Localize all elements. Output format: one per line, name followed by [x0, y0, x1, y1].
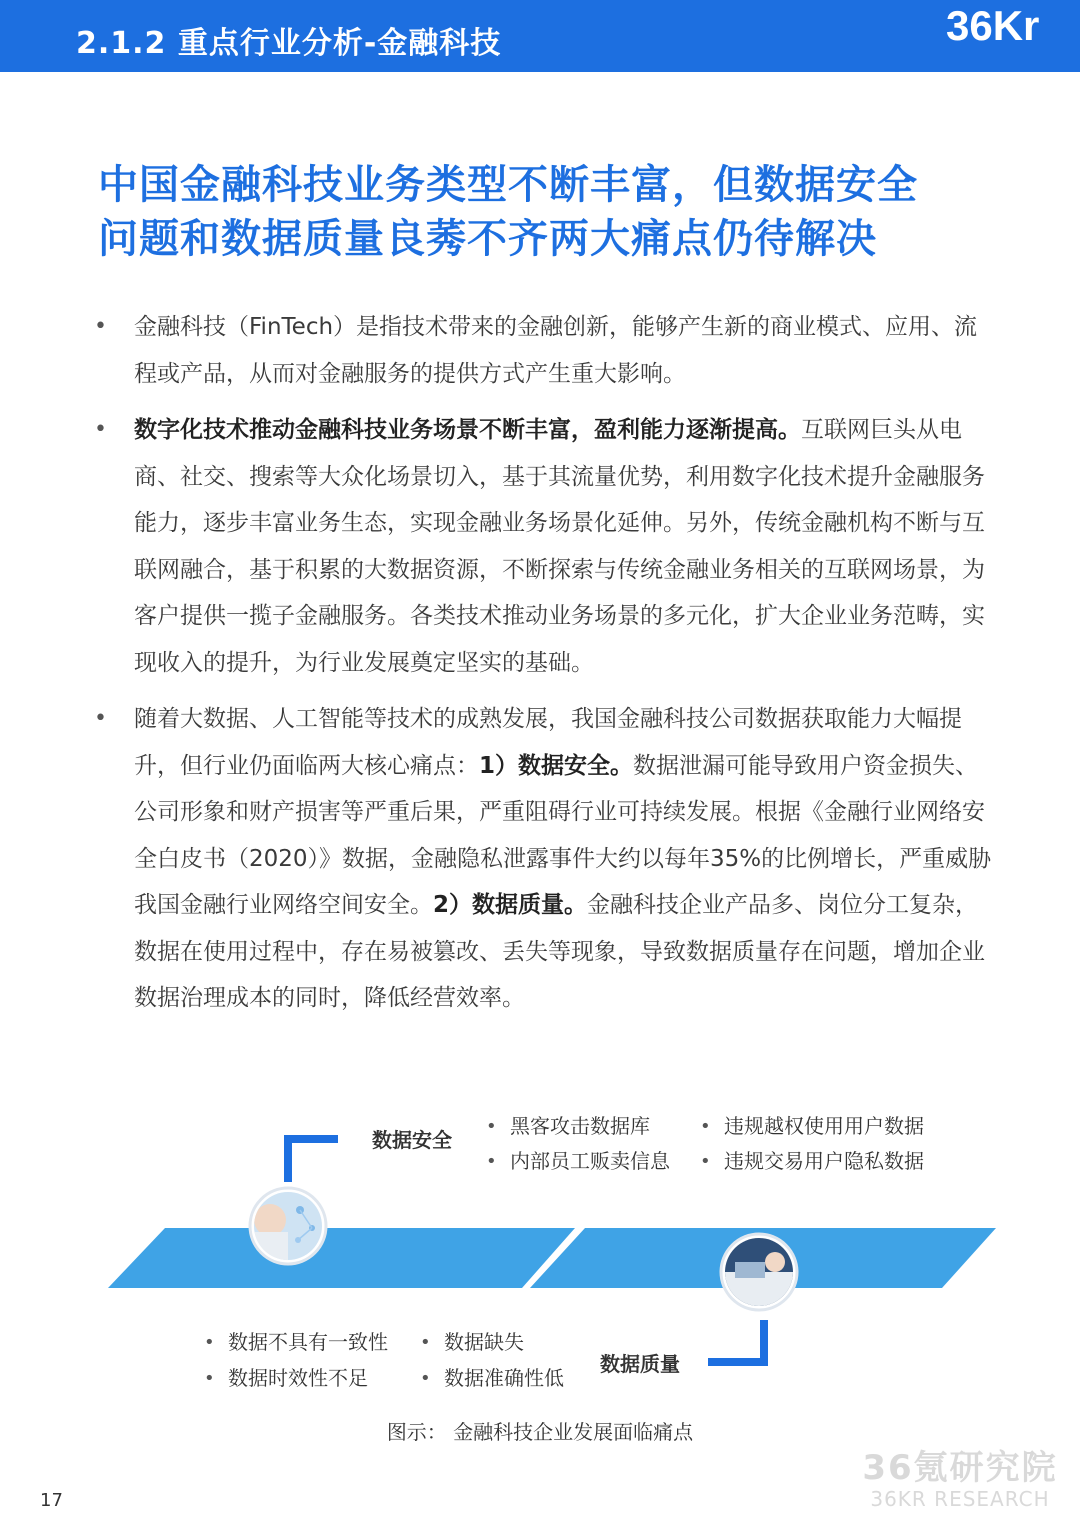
- bullet-dot: •: [486, 1151, 497, 1172]
- bullet-dot: •: [420, 1332, 431, 1353]
- bullet-text: 互联网巨头从电商、社交、搜索等大众化场景切入，基于其流量优势，利用数字化技术提升金融服务能力，逐步丰富业务生态，实现金融业务场景化延伸。另外，传统金融机构不断与互联网融合，基于积累的大数据资源，不断探索与传统金融业务相关的互联网场景，为客户提供一揽子金融服务。各类技术推动业务场景的多元化，扩大企业业务范畴，实现收入的提升，为行业发展奠定坚实的基础。: [134, 417, 985, 676]
- bullet-item: [90, 304, 1000, 397]
- security-item: 黑客攻击数据库: [510, 1116, 650, 1138]
- bullet-bold-lead: 数字化技术推动金融科技业务场景不断丰富，盈利能力逐渐提高。: [134, 417, 801, 443]
- quality-label: 数据质量: [600, 1354, 680, 1376]
- bullet-list: [90, 304, 1000, 1032]
- bullet-dot: •: [204, 1332, 215, 1353]
- bullet-text: 随着大数据、人工智能等技术的成熟发展，我国金融科技公司数据获取能力大幅提升，但行业仍面临两大核心痛点：: [134, 706, 962, 779]
- bullet-text: 数据泄漏可能导致用户资金损失、公司形象和财产损害等严重后果，严重阻碍行业可持续发展。根据《金融行业网络安全白皮书（2020）》数据，金融隐私泄露事件大约以每年35%的比例增长，严重威胁我国金融行业网络空间安全。: [134, 752, 992, 918]
- bullet-item: [90, 407, 1000, 686]
- security-bracket: [288, 1139, 338, 1182]
- watermark-en: 36KR RESEARCH: [870, 1487, 1050, 1511]
- watermark: [860, 1440, 1060, 1511]
- section-title: 2.1.2 重点行业分析-金融科技: [76, 26, 502, 61]
- bullet-dot: •: [94, 314, 107, 339]
- quality-item: 数据时效性不足: [228, 1368, 368, 1390]
- security-item: 内部员工贩卖信息: [510, 1151, 670, 1173]
- bullet-bold-quality: 2）数据质量。: [433, 892, 588, 918]
- bullet-dot: •: [94, 706, 107, 731]
- page-title-line-2: 问题和数据质量良莠不齐两大痛点仍待解决: [98, 216, 877, 262]
- bullet-text: 金融科技企业产品多、岗位分工复杂，数据在使用过程中，存在易被篡改、丢失等现象，导致数据质量存在问题，增加企业数据治理成本的同时，降低经营效率。: [134, 892, 985, 1011]
- quality-item: 数据准确性低: [444, 1368, 564, 1390]
- bullet-dot: •: [420, 1368, 431, 1389]
- page-title: [98, 158, 998, 266]
- bullet-dot: •: [94, 417, 107, 442]
- 36kr-logo: [946, 0, 1080, 72]
- quality-bracket: [708, 1320, 764, 1362]
- pain-points-diagram: [0, 1100, 1080, 1430]
- security-label: 数据安全: [372, 1130, 452, 1152]
- band-left: [108, 1228, 575, 1288]
- bullet-item: [90, 696, 1000, 1022]
- watermark-cn: 36氪研究院: [862, 1448, 1058, 1488]
- security-item: 违规越权使用用户数据: [724, 1116, 924, 1138]
- bullet-dot: •: [700, 1151, 711, 1172]
- bullet-bold-security: 1）数据安全。: [479, 752, 634, 779]
- page-number: 17: [40, 1490, 63, 1511]
- figure-caption: 图示： 金融科技企业发展面临痛点: [386, 1420, 694, 1444]
- security-item: 违规交易用户隐私数据: [724, 1151, 924, 1173]
- logo-text: 36Kr: [946, 2, 1040, 49]
- quality-item: 数据不具有一致性: [228, 1332, 388, 1354]
- security-photo-icon: [250, 1188, 326, 1264]
- quality-item: 数据缺失: [444, 1332, 524, 1354]
- bullet-dot: •: [700, 1116, 711, 1137]
- bullet-dot: •: [204, 1368, 215, 1389]
- quality-photo-icon: [721, 1234, 797, 1312]
- bullet-dot: •: [486, 1116, 497, 1137]
- bullet-text: 金融科技（FinTech）是指技术带来的金融创新，能够产生新的商业模式、应用、流程或产品，从而对金融服务的提供方式产生重大影响。: [134, 314, 978, 387]
- page-title-line-1: 中国金融科技业务类型不断丰富，但数据安全: [98, 162, 918, 208]
